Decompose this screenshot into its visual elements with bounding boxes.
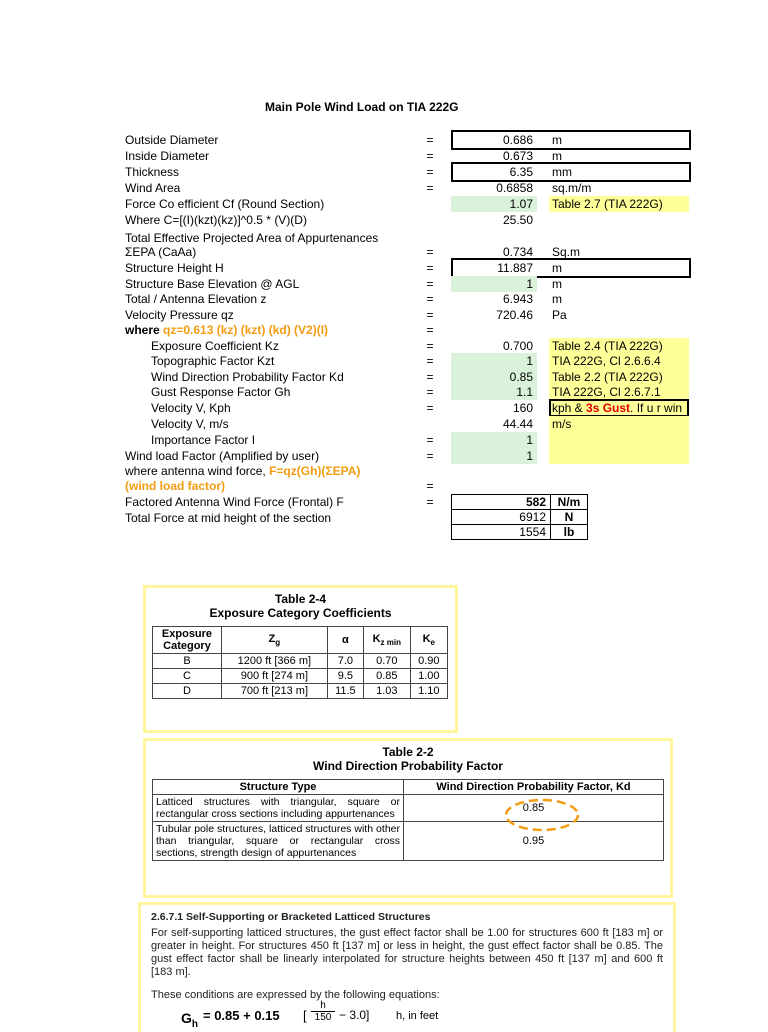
table-header: Structure Type xyxy=(153,780,404,795)
label-formula: qz=0.613 (kz) (kzt) (kd) (V2)(I) xyxy=(163,323,329,337)
unit-pre: kph & xyxy=(552,401,587,415)
fraction-numerator: h xyxy=(311,1000,335,1012)
clause-2-6-7-1-figure xyxy=(138,902,676,1032)
equation-sub: h xyxy=(191,1018,198,1030)
param-unit: Table 2.4 (TIA 222G) xyxy=(552,339,663,353)
table-row xyxy=(452,510,588,525)
param-value: 0.85 xyxy=(451,369,537,385)
equals-sign: = xyxy=(426,370,434,384)
param-label xyxy=(125,478,225,494)
param-label: Structure Height H xyxy=(125,261,224,275)
force-per-m-unit: N/m xyxy=(551,495,588,510)
param-unit: Table 2.2 (TIA 222G) xyxy=(552,370,663,384)
param-row xyxy=(0,416,768,432)
param-row xyxy=(0,510,768,526)
table-2-4-title: Table 2-4 xyxy=(274,592,327,606)
param-unit: m/s xyxy=(552,417,572,431)
equals-sign: = xyxy=(426,261,434,275)
param-row xyxy=(0,307,768,323)
table-cell: Latticed structures with triangular, square or rectangular cross sections including appurtenances xyxy=(153,795,404,822)
equals-sign: = xyxy=(426,149,434,163)
param-row xyxy=(0,180,768,196)
param-row xyxy=(0,448,768,464)
gust-note: 3s Gust xyxy=(586,401,631,415)
param-label: Velocity V, m/s xyxy=(151,417,229,431)
unit-post: . If u r win xyxy=(630,401,683,415)
param-value: 0.734 xyxy=(502,245,533,259)
equation-rhs: = 0.85 + 0.15 xyxy=(203,1008,280,1023)
table-row xyxy=(153,822,664,861)
table-2-4-figure xyxy=(143,585,458,733)
table-cell: 0.85 xyxy=(364,669,411,684)
table-2-4 xyxy=(152,626,448,699)
table-2-2-figure xyxy=(143,738,673,898)
table-cell: Tubular pole structures, latticed structures with other than triangular, square or rectangular cross sections, strength design of appurtenances xyxy=(153,822,404,861)
equals-sign: = xyxy=(426,292,434,306)
equals-sign: = xyxy=(426,433,434,447)
equals-sign: = xyxy=(426,354,434,368)
table-cell: 1.00 xyxy=(410,669,447,684)
table-row xyxy=(153,684,448,699)
param-label: Thickness xyxy=(125,165,180,179)
param-label: Total Effective Projected Area of Appurtenances xyxy=(125,231,379,245)
param-label: Wind Area xyxy=(125,181,181,195)
param-row xyxy=(0,322,768,338)
param-unit: m xyxy=(552,133,562,147)
param-value: 720.46 xyxy=(496,308,533,322)
clause-body: For self-supporting latticed structures, the gust effect factor shall be 1.00 for structures 600 ft [183 m] or greater in height. For structures 450 ft [137 m] or less in height, the gust effect factor shall be 0.85. The gust effect factor shall be linearly interpolated for structure heights between 450 ft [137 m] and 600 ft [183 m]. xyxy=(151,927,663,978)
param-label xyxy=(125,322,328,338)
param-value: 1.1 xyxy=(451,384,537,400)
equals-sign: = xyxy=(426,479,434,493)
param-label: Wind Direction Probability Factor Kd xyxy=(151,370,344,384)
param-label: Where C=[(I)(kzt)(kz)]^0.5 * (V)(D) xyxy=(125,213,307,227)
param-value: 6.35 xyxy=(509,165,533,179)
param-row xyxy=(0,132,768,148)
param-label: Velocity V, Kph xyxy=(151,401,231,415)
param-value: 160 xyxy=(512,401,533,415)
param-unit: Table 2.7 (TIA 222G) xyxy=(552,197,663,211)
param-unit xyxy=(549,400,688,416)
kd-value-highlighted: 0.85 xyxy=(522,802,545,814)
param-label: ΣEPA (CaAa) xyxy=(125,245,197,259)
param-label xyxy=(125,463,360,479)
table-cell: 11.5 xyxy=(327,684,363,699)
table-cell: 1.10 xyxy=(410,684,447,699)
param-row xyxy=(0,276,768,292)
label-formula: F=qz(Gh)(ΣEPA) xyxy=(269,464,361,478)
param-row xyxy=(0,212,768,228)
param-unit: TIA 222G, Cl 2.6.7.1 xyxy=(552,385,661,399)
param-unit: m xyxy=(552,149,562,163)
table-cell: 9.5 xyxy=(327,669,363,684)
table-row xyxy=(153,654,448,669)
param-label: Force Co efficient Cf (Round Section) xyxy=(125,197,325,211)
param-label: Gust Response Factor Gh xyxy=(151,385,291,399)
param-label: Velocity Pressure qz xyxy=(125,308,234,322)
param-unit: mm xyxy=(552,165,572,179)
param-label: Wind load Factor (Amplified by user) xyxy=(125,449,320,463)
param-label: Importance Factor I xyxy=(151,433,256,447)
label-prefix: where xyxy=(125,323,164,337)
unit-highlight xyxy=(549,432,689,448)
fraction-denominator: 150 xyxy=(314,1012,332,1023)
param-value: 25.50 xyxy=(502,213,533,227)
param-unit: m xyxy=(552,261,562,275)
param-label: Total Force at mid height of the section xyxy=(125,511,332,525)
unit-highlight xyxy=(549,448,689,464)
param-row xyxy=(0,260,768,276)
param-row xyxy=(0,478,768,494)
param-label: Exposure Coefficient Kz xyxy=(151,339,279,353)
param-value: 1 xyxy=(451,276,537,292)
table-row xyxy=(452,525,588,540)
equals-sign: = xyxy=(426,323,434,337)
param-label: Factored Antenna Wind Force (Frontal) F xyxy=(125,495,344,509)
param-value: 1 xyxy=(451,448,537,464)
equals-sign: = xyxy=(426,401,434,415)
param-unit: m xyxy=(552,292,562,306)
param-row xyxy=(0,196,768,212)
param-value: 1 xyxy=(451,353,537,369)
equals-sign: = xyxy=(426,277,434,291)
table-cell xyxy=(404,795,664,822)
table-row xyxy=(153,669,448,684)
table-cell: 1200 ft [366 m] xyxy=(222,654,328,669)
table-header: $Z_g$ xyxy=(222,627,328,654)
param-value: 0.686 xyxy=(502,133,533,147)
table-2-2 xyxy=(152,779,664,861)
equation-bracket: [ xyxy=(303,1008,307,1023)
table-cell: 0.70 xyxy=(364,654,411,669)
param-label: Structure Base Elevation @ AGL xyxy=(125,277,300,291)
param-row xyxy=(0,353,768,369)
equals-sign: = xyxy=(426,449,434,463)
equation-tail: − 3.0] xyxy=(339,1008,370,1022)
equals-sign: = xyxy=(426,165,434,179)
table-2-2-title: Table 2-2 xyxy=(382,745,434,759)
table-header: $K_e$ xyxy=(410,627,447,654)
param-label: Topographic Factor Kzt xyxy=(151,354,275,368)
param-row xyxy=(0,432,768,448)
table-cell: D xyxy=(153,684,222,699)
equals-sign: = xyxy=(426,133,434,147)
table-header: Wind Direction Probability Factor, Kd xyxy=(404,780,664,795)
table-cell: 1.03 xyxy=(364,684,411,699)
force-per-m-value: 582 xyxy=(452,495,551,510)
table-2-4-subtitle: Exposure Category Coefficients xyxy=(209,606,392,620)
table-cell: B xyxy=(153,654,222,669)
table-header: Exposure Category xyxy=(153,627,222,654)
param-unit: TIA 222G, Cl 2.6.6.4 xyxy=(552,354,661,368)
param-label: Outside Diameter xyxy=(125,133,219,147)
table-cell: 7.0 xyxy=(327,654,363,669)
gh-equation xyxy=(151,1000,663,1030)
param-row xyxy=(0,164,768,180)
force-total-n-value: 6912 xyxy=(452,510,551,525)
param-row xyxy=(0,338,768,354)
param-unit: sq.m/m xyxy=(552,181,592,195)
param-unit: m xyxy=(552,277,562,291)
param-label: Total / Antenna Elevation z xyxy=(125,292,267,306)
param-row xyxy=(0,463,768,479)
equation-lhs xyxy=(181,1010,198,1030)
table-2-2-subtitle: Wind Direction Probability Factor xyxy=(313,759,503,773)
highlight-ellipse-icon xyxy=(502,797,582,833)
param-value: 1 xyxy=(451,432,537,448)
equals-sign: = xyxy=(426,181,434,195)
param-row xyxy=(0,244,768,260)
label-formula: (wind load factor) xyxy=(125,479,225,493)
param-value: 0.6858 xyxy=(496,181,533,195)
table-row xyxy=(153,795,664,822)
table-cell: 700 ft [213 m] xyxy=(222,684,328,699)
page-title: Main Pole Wind Load on TIA 222G xyxy=(265,100,459,114)
table-cell: C xyxy=(153,669,222,684)
param-value: 1.07 xyxy=(451,196,537,212)
equals-sign: = xyxy=(426,339,434,353)
param-value: 0.673 xyxy=(502,149,533,163)
equals-sign: = xyxy=(426,385,434,399)
table-row xyxy=(452,495,588,510)
param-row xyxy=(0,291,768,307)
equation-note: h, in feet xyxy=(396,1010,439,1022)
param-unit: Sq.m xyxy=(552,245,581,259)
force-total-lb-unit: lb xyxy=(551,525,588,540)
equation-g: G xyxy=(181,1010,192,1026)
param-unit: Pa xyxy=(552,308,567,322)
equation-fraction xyxy=(311,1000,335,1023)
param-value: 6.943 xyxy=(502,292,533,306)
param-row xyxy=(0,400,768,416)
table-cell: 0.90 xyxy=(410,654,447,669)
param-value: 44.44 xyxy=(502,417,533,431)
label-text: where antenna wind force, xyxy=(125,464,270,478)
table-cell: 0.95 xyxy=(404,822,664,861)
table-cell: 900 ft [274 m] xyxy=(222,669,328,684)
clause-heading: 2.6.7.1 Self-Supporting or Bracketed Latticed Structures xyxy=(151,911,431,923)
table-header: α xyxy=(327,627,363,654)
param-label: Inside Diameter xyxy=(125,149,210,163)
param-row xyxy=(0,494,768,510)
equals-sign: = xyxy=(426,308,434,322)
clause-equations-intro: These conditions are expressed by the following equations: xyxy=(151,989,440,1001)
param-value: 11.887 xyxy=(497,261,533,275)
force-total-n-unit: N xyxy=(551,510,588,525)
force-table xyxy=(451,494,588,540)
param-row xyxy=(0,148,768,164)
param-row xyxy=(0,369,768,385)
equals-sign: = xyxy=(426,245,434,259)
force-total-lb-value: 1554 xyxy=(452,525,551,540)
param-row xyxy=(0,384,768,400)
table-header: $K_{z min}$ xyxy=(364,627,411,654)
equals-sign: = xyxy=(426,495,434,509)
param-value: 0.700 xyxy=(502,339,533,353)
